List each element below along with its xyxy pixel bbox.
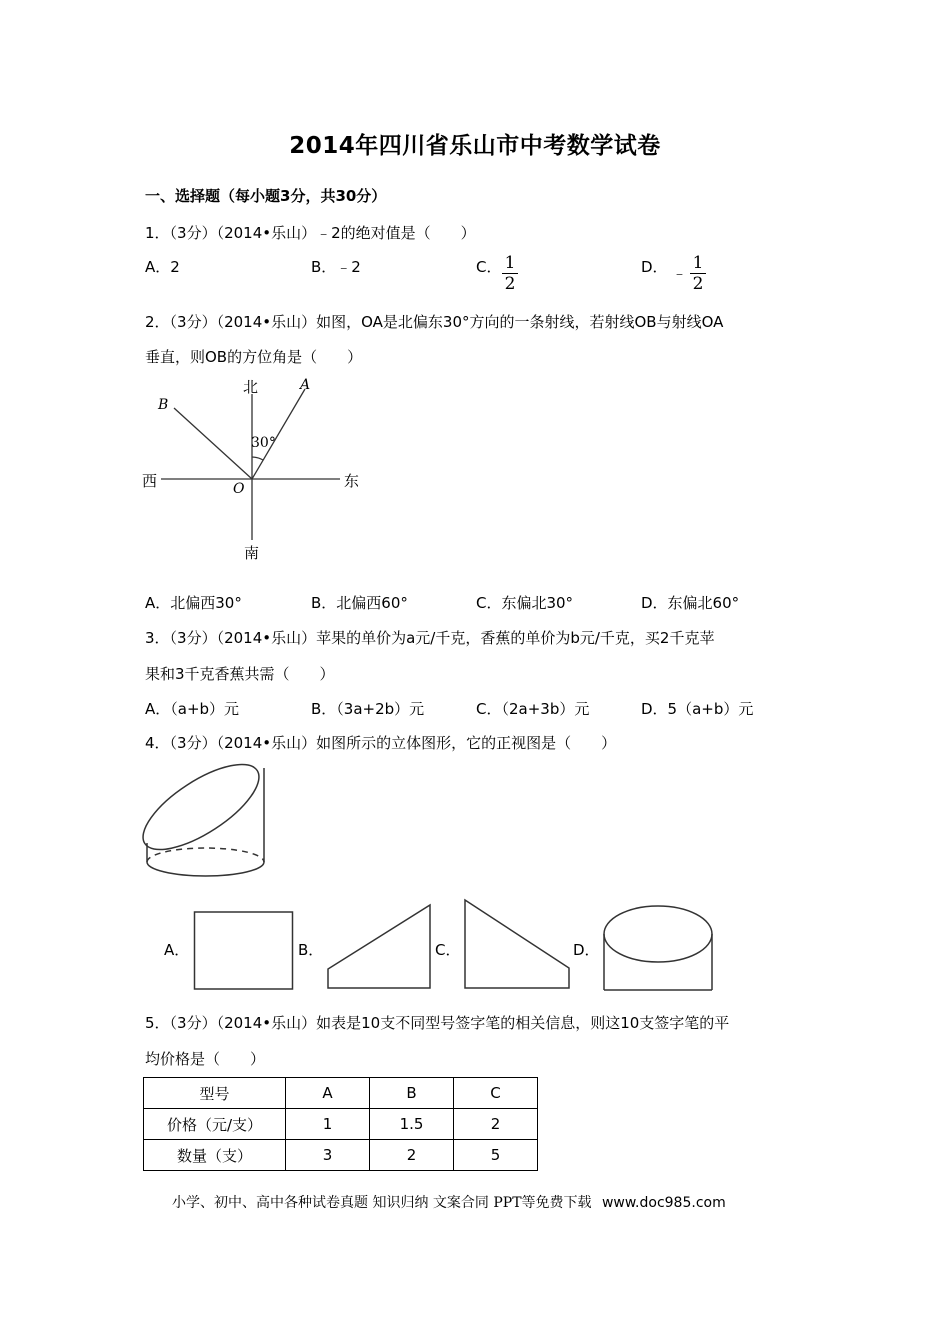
base-front-arc: [147, 862, 264, 876]
question-3-stem-line2: 果和3千克香蕉共需（ ）: [145, 665, 335, 683]
question-5-stem-line2: 均价格是（ ）: [145, 1050, 266, 1068]
q2-option-c: C．东偏北30°: [476, 594, 574, 612]
label-b: B: [158, 397, 169, 413]
q1-option-d: D．: [641, 258, 668, 276]
table-cell: 价格（元/支）: [144, 1109, 286, 1140]
table-cell: A: [286, 1078, 370, 1109]
table-cell: 型号: [144, 1078, 286, 1109]
page-title: 2014年四川省乐山市中考数学试卷: [289, 133, 661, 159]
table-row: [144, 1078, 538, 1109]
q1-c-numerator: 1: [504, 253, 516, 273]
q4-option-c-figure: [461, 894, 573, 992]
q3-option-b: B．（3a+2b）元: [311, 700, 425, 718]
question-2-stem-line2: 垂直，则OB的方位角是（ ）: [145, 348, 363, 366]
table-cell: 1.5: [370, 1109, 454, 1140]
question-3-stem-line1: 3．（3分）（2014•乐山）苹果的单价为a元/千克，香蕉的单价为b元/千克，买2千克苹: [145, 629, 715, 647]
q1-d-numerator: 1: [692, 253, 704, 273]
q4-option-c-label: C．: [435, 941, 461, 959]
table-cell: C: [454, 1078, 538, 1109]
q2-option-d: D．东偏北60°: [641, 594, 740, 612]
q3-option-c: C．（2a+3b）元: [476, 700, 590, 718]
footer-text: 小学、初中、高中各种试卷真题 知识归纳 文案合同 PPT等免费下载: [172, 1195, 592, 1211]
question-1-stem: 1．（3分）（2014•乐山）﹣2的绝对值是（ ）: [145, 224, 476, 242]
label-east: 东: [344, 472, 360, 490]
page-footer: [172, 1192, 726, 1212]
label-south: 南: [244, 544, 260, 562]
table-cell: 数量（支）: [144, 1140, 286, 1171]
q4-option-a-label: A．: [164, 941, 190, 959]
table-cell: 5: [454, 1140, 538, 1171]
question-5-stem-line1: 5．（3分）（2014•乐山）如表是10支不同型号签字笔的相关信息，则这10支签字笔的平: [145, 1014, 730, 1032]
q4-option-b-label: B．: [298, 941, 324, 959]
question-2-stem-line1: 2．（3分）（2014•乐山）如图，OA是北偏东30°方向的一条射线，若射线OB与射线OA: [145, 313, 724, 331]
label-north: 北: [243, 378, 259, 396]
q4-option-d-label: D．: [573, 941, 600, 959]
q1-option-d-sign: ﹣: [672, 264, 688, 282]
q1-option-d-fraction: [690, 254, 706, 293]
pen-info-table: [143, 1077, 538, 1171]
slanted-top-ellipse: [140, 760, 271, 865]
q1-d-denominator: 2: [692, 274, 704, 294]
compass-diagram: [135, 372, 375, 567]
table-cell: 2: [370, 1140, 454, 1171]
base-hidden-arc: [147, 848, 264, 862]
q1-c-denominator: 2: [504, 274, 516, 294]
label-angle-30: 30°: [251, 435, 276, 451]
truncated-cylinder-figure: [140, 760, 275, 880]
angle-arc: [252, 457, 263, 460]
q1-option-c-fraction: [502, 254, 518, 293]
table-row: [144, 1109, 538, 1140]
q4-option-b-figure: [322, 900, 434, 992]
q1-option-c: C．: [476, 258, 502, 276]
label-o: O: [233, 481, 245, 497]
table-cell: 2: [454, 1109, 538, 1140]
q2-option-a: A．北偏西30°: [145, 594, 242, 612]
table-row: [144, 1140, 538, 1171]
label-a: A: [300, 377, 311, 393]
question-4-stem: 4．（3分）（2014•乐山）如图所示的立体图形，它的正视图是（ ）: [145, 734, 617, 752]
label-west: 西: [142, 472, 158, 490]
ray-ob: [174, 408, 252, 479]
ray-oa: [252, 389, 305, 479]
table-cell: B: [370, 1078, 454, 1109]
q3-option-d: D．5（a+b）元: [641, 700, 754, 718]
q3-option-a: A．（a+b）元: [145, 700, 240, 718]
q4-option-a-figure: [190, 910, 298, 992]
q4-option-d-figure: [600, 902, 718, 994]
q1-option-a: A．2: [145, 258, 180, 276]
q1-option-b: B．﹣2: [311, 258, 361, 276]
table-cell: 1: [286, 1109, 370, 1140]
section-heading: 一、选择题（每小题3分，共30分）: [145, 187, 387, 205]
footer-url: www.doc985.com: [601, 1195, 726, 1211]
q2-option-b: B．北偏西60°: [311, 594, 408, 612]
table-cell: 3: [286, 1140, 370, 1171]
